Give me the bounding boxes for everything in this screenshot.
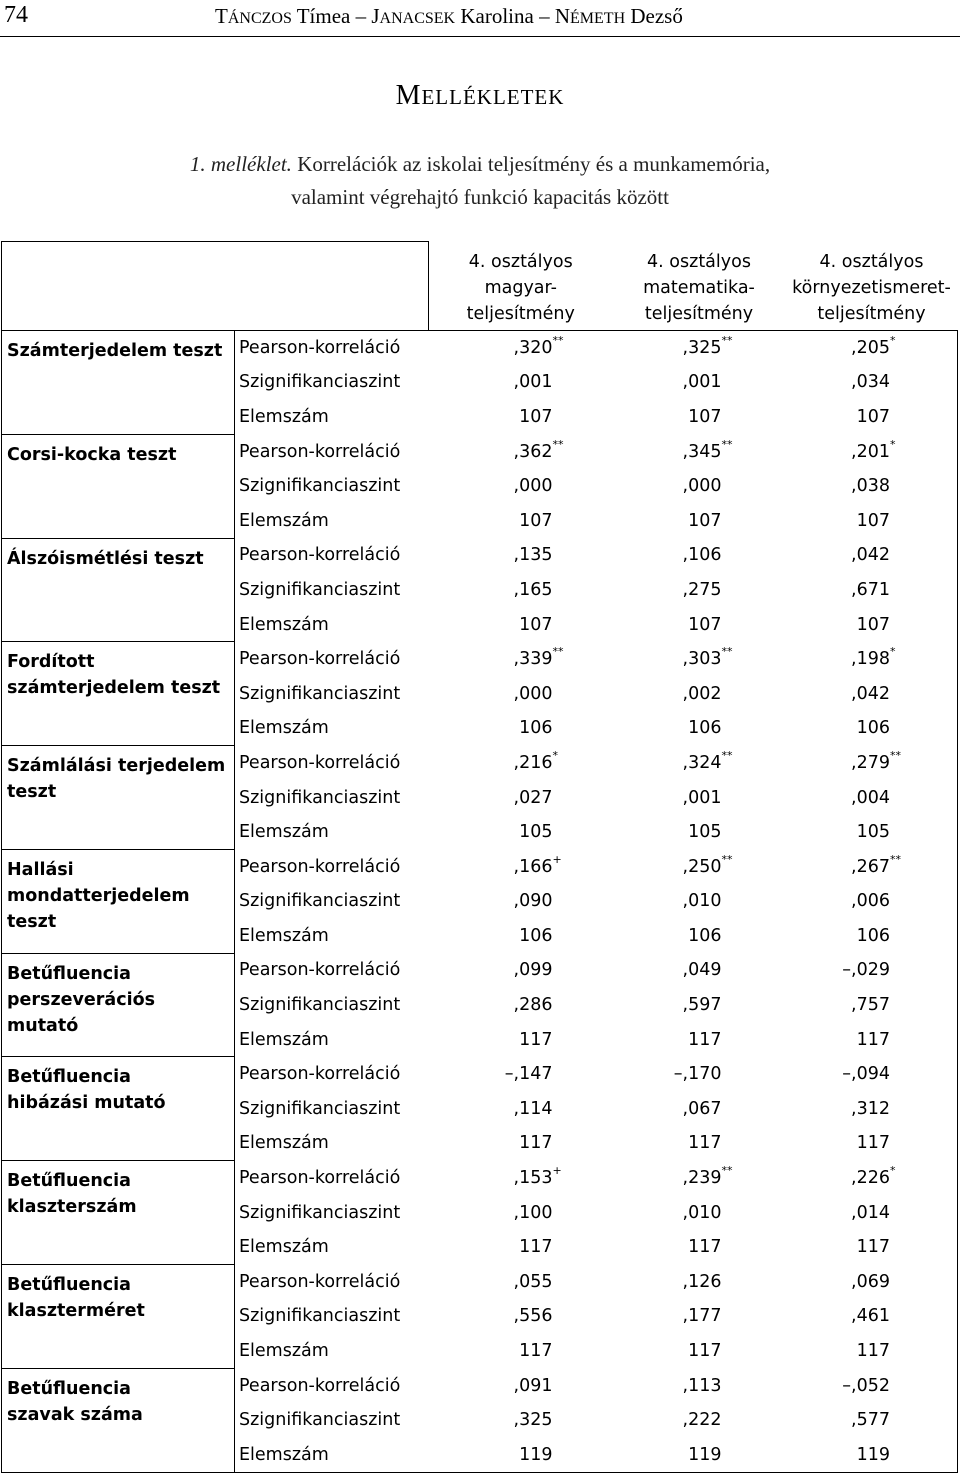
table-row: [2, 849, 958, 884]
table-body: [2, 331, 958, 1473]
variable-name: Fordított számterjedelem teszt: [2, 642, 235, 746]
value-cell: ,286: [513, 995, 553, 1016]
metric-label: Pearson-korreláció: [239, 1064, 401, 1085]
metric-label: Szignifikanciaszint: [239, 787, 401, 808]
variable-name: Betűfluencia klaszterméret: [2, 1265, 235, 1369]
metric-label: Szignifikanciaszint: [239, 1306, 401, 1327]
value-cell: ,324**: [682, 748, 733, 773]
value-cell: 105: [688, 822, 722, 843]
metric-label: Elemszám: [239, 1029, 329, 1050]
value-cell: 117: [519, 1133, 553, 1154]
value-cell: –,029: [842, 960, 890, 981]
value-cell: ,000: [682, 476, 722, 497]
table-row: [2, 1265, 958, 1300]
value-cell: ,226*: [851, 1164, 896, 1189]
metric-label: Szignifikanciaszint: [239, 995, 401, 1016]
value-cell: ,027: [513, 787, 553, 808]
value-cell: ,345**: [682, 437, 733, 462]
value-cell: ,166+: [513, 852, 562, 877]
value-cell: ,099: [513, 960, 553, 981]
metric-label: Elemszám: [239, 718, 329, 739]
table-row: [2, 746, 958, 781]
metric-label: Pearson-korreláció: [239, 1375, 401, 1396]
variable-name: Betűfluencia klaszterszám: [2, 1161, 235, 1265]
author-3: NÉMETH Dezső: [554, 4, 683, 28]
value-cell: ,201*: [851, 437, 896, 462]
value-cell: ,001: [682, 372, 722, 393]
value-cell: ,042: [851, 683, 890, 704]
value-cell: ,038: [851, 476, 890, 497]
value-cell: ,577: [851, 1410, 890, 1431]
table-caption: [0, 148, 960, 214]
value-cell: 117: [519, 1029, 553, 1050]
value-cell: ,113: [682, 1375, 722, 1396]
value-cell: ,216*: [513, 748, 558, 773]
value-cell: ,303**: [682, 645, 733, 670]
value-cell: ,090: [513, 891, 553, 912]
table-row: [2, 1057, 958, 1092]
author-2: JANACSEK Karolina: [371, 4, 534, 28]
value-cell: ,010: [682, 1202, 722, 1223]
value-cell: ,222: [682, 1410, 722, 1431]
value-cell: –,170: [673, 1064, 722, 1085]
variable-name: Álszóismétlési teszt: [2, 538, 235, 642]
metric-label: Szignifikanciaszint: [239, 683, 401, 704]
value-cell: 107: [519, 510, 553, 531]
value-cell: ,153+: [513, 1164, 562, 1189]
value-cell: 117: [856, 1133, 890, 1154]
value-cell: 106: [856, 925, 890, 946]
author-separator: –: [355, 4, 367, 28]
metric-label: Pearson-korreláció: [239, 960, 401, 981]
value-cell: 117: [519, 1237, 553, 1258]
variable-name: Hallási mondatterjedelem teszt: [2, 849, 235, 953]
value-cell: ,055: [513, 1271, 553, 1292]
value-cell: ,757: [851, 995, 890, 1016]
value-cell: 119: [688, 1444, 722, 1465]
value-cell: ,010: [682, 891, 722, 912]
value-cell: ,312: [851, 1098, 890, 1119]
col-header-kornyezetismeret: 4. osztályos környezetismeret- teljesítmény: [792, 251, 951, 324]
value-cell: ,556: [513, 1306, 553, 1327]
value-cell: ,006: [851, 891, 890, 912]
variable-name: Számterjedelem teszt: [2, 331, 235, 435]
value-cell: ,001: [682, 787, 722, 808]
value-cell: ,106: [682, 545, 722, 566]
value-cell: 107: [519, 614, 553, 635]
metric-label: Szignifikanciaszint: [239, 1410, 401, 1431]
variable-name: Betűfluencia szavak száma: [2, 1368, 235, 1472]
table-row: [2, 331, 958, 366]
value-cell: ,034: [851, 372, 890, 393]
value-cell: ,000: [513, 476, 553, 497]
value-cell: 117: [688, 1029, 722, 1050]
correlation-table: [1, 241, 958, 1473]
col-header-magyar: 4. osztályos magyar- teljesítmény: [466, 251, 575, 324]
section-title: MELLÉKLETEK: [395, 80, 565, 111]
value-cell: –,147: [504, 1064, 553, 1085]
table-row: [2, 434, 958, 469]
authors-line: [215, 4, 683, 29]
table-row: [2, 642, 958, 677]
value-cell: ,250**: [682, 852, 733, 877]
metric-label: Pearson-korreláció: [239, 441, 401, 462]
value-cell: 119: [856, 1444, 890, 1465]
table-row: [2, 538, 958, 573]
value-cell: 117: [688, 1237, 722, 1258]
metric-label: Elemszám: [239, 925, 329, 946]
metric-label: Pearson-korreláció: [239, 1271, 401, 1292]
variable-name: Betűfluencia hibázási mutató: [2, 1057, 235, 1161]
value-cell: ,114: [513, 1098, 553, 1119]
metric-label: Pearson-korreláció: [239, 545, 401, 566]
value-cell: 107: [688, 510, 722, 531]
value-cell: ,325: [513, 1410, 553, 1431]
value-cell: ,069: [851, 1271, 890, 1292]
value-cell: 106: [688, 925, 722, 946]
value-cell: ,126: [682, 1271, 722, 1292]
value-cell: 106: [856, 718, 890, 739]
value-cell: ,362**: [513, 437, 564, 462]
table-row: [2, 1368, 958, 1403]
value-cell: ,001: [513, 372, 553, 393]
metric-label: Szignifikanciaszint: [239, 1202, 401, 1223]
metric-label: Szignifikanciaszint: [239, 372, 401, 393]
metric-label: Elemszám: [239, 1237, 329, 1258]
value-cell: ,091: [513, 1375, 553, 1396]
value-cell: 117: [856, 1237, 890, 1258]
value-cell: 107: [856, 510, 890, 531]
value-cell: ,325**: [682, 334, 733, 359]
value-cell: 105: [519, 822, 553, 843]
author-separator: –: [539, 4, 550, 28]
value-cell: 107: [856, 406, 890, 427]
value-cell: ,205*: [851, 334, 896, 359]
value-cell: ,320**: [513, 334, 564, 359]
value-cell: 117: [519, 1341, 553, 1362]
value-cell: ,067: [682, 1098, 722, 1119]
value-cell: ,339**: [513, 645, 564, 670]
table-header-row: [2, 242, 958, 331]
value-cell: ,100: [513, 1202, 553, 1223]
value-cell: 117: [688, 1133, 722, 1154]
value-cell: ,239**: [682, 1164, 733, 1189]
metric-label: Pearson-korreláció: [239, 1168, 401, 1189]
table-row: [2, 953, 958, 988]
value-cell: 119: [519, 1444, 553, 1465]
metric-label: Elemszám: [239, 614, 329, 635]
value-cell: 107: [519, 406, 553, 427]
metric-label: Elemszám: [239, 1341, 329, 1362]
value-cell: 106: [519, 718, 553, 739]
metric-label: Pearson-korreláció: [239, 338, 401, 359]
value-cell: 107: [688, 406, 722, 427]
value-cell: 117: [856, 1029, 890, 1050]
value-cell: ,135: [513, 545, 553, 566]
value-cell: ,049: [682, 960, 722, 981]
value-cell: ,014: [851, 1202, 890, 1223]
value-cell: ,002: [682, 683, 722, 704]
caption-label: 1. melléklet.: [189, 152, 292, 176]
value-cell: ,267**: [851, 852, 901, 877]
value-cell: 117: [856, 1341, 890, 1362]
metric-label: Pearson-korreláció: [239, 856, 401, 877]
variable-name: Számlálási terjedelem teszt: [2, 746, 235, 850]
value-cell: ,165: [513, 579, 553, 600]
value-cell: ,279**: [851, 748, 901, 773]
value-cell: ,597: [682, 995, 722, 1016]
header-corner: [2, 242, 429, 331]
metric-label: Elemszám: [239, 406, 329, 427]
page-number: 74: [4, 2, 28, 28]
value-cell: 105: [856, 822, 890, 843]
metric-label: Szignifikanciaszint: [239, 1098, 401, 1119]
metric-label: Pearson-korreláció: [239, 649, 401, 670]
value-cell: ,671: [851, 579, 890, 600]
value-cell: 117: [688, 1341, 722, 1362]
value-cell: –,052: [842, 1375, 890, 1396]
metric-label: Szignifikanciaszint: [239, 476, 401, 497]
value-cell: ,004: [851, 787, 890, 808]
metric-label: Elemszám: [239, 1444, 329, 1465]
value-cell: 107: [688, 614, 722, 635]
value-cell: –,094: [842, 1064, 890, 1085]
value-cell: 107: [856, 614, 890, 635]
value-cell: ,000: [513, 683, 553, 704]
value-cell: 106: [688, 718, 722, 739]
metric-label: Elemszám: [239, 1133, 329, 1154]
running-head: [0, 0, 960, 37]
col-header-matematika: 4. osztályos matematika- teljesítmény: [643, 251, 755, 324]
caption-line-1: Korrelációk az iskolai teljesítmény és a munkamemória,: [291, 152, 771, 176]
author-1: TÁNCZOS Tímea: [215, 4, 351, 28]
variable-name: Corsi-kocka teszt: [2, 434, 235, 538]
metric-label: Szignifikanciaszint: [239, 891, 401, 912]
metric-label: Szignifikanciaszint: [239, 579, 401, 600]
value-cell: ,042: [851, 545, 890, 566]
metric-label: Elemszám: [239, 510, 329, 531]
table-row: [2, 1161, 958, 1196]
variable-name: Betűfluencia perszeverációs mutató: [2, 953, 235, 1057]
caption-line-2: valamint végrehajtó funkció kapacitás között: [291, 185, 669, 209]
value-cell: ,275: [682, 579, 722, 600]
value-cell: ,461: [851, 1306, 890, 1327]
metric-label: Pearson-korreláció: [239, 752, 401, 773]
value-cell: ,177: [682, 1306, 722, 1327]
value-cell: ,198*: [851, 645, 896, 670]
value-cell: 106: [519, 925, 553, 946]
metric-label: Elemszám: [239, 822, 329, 843]
